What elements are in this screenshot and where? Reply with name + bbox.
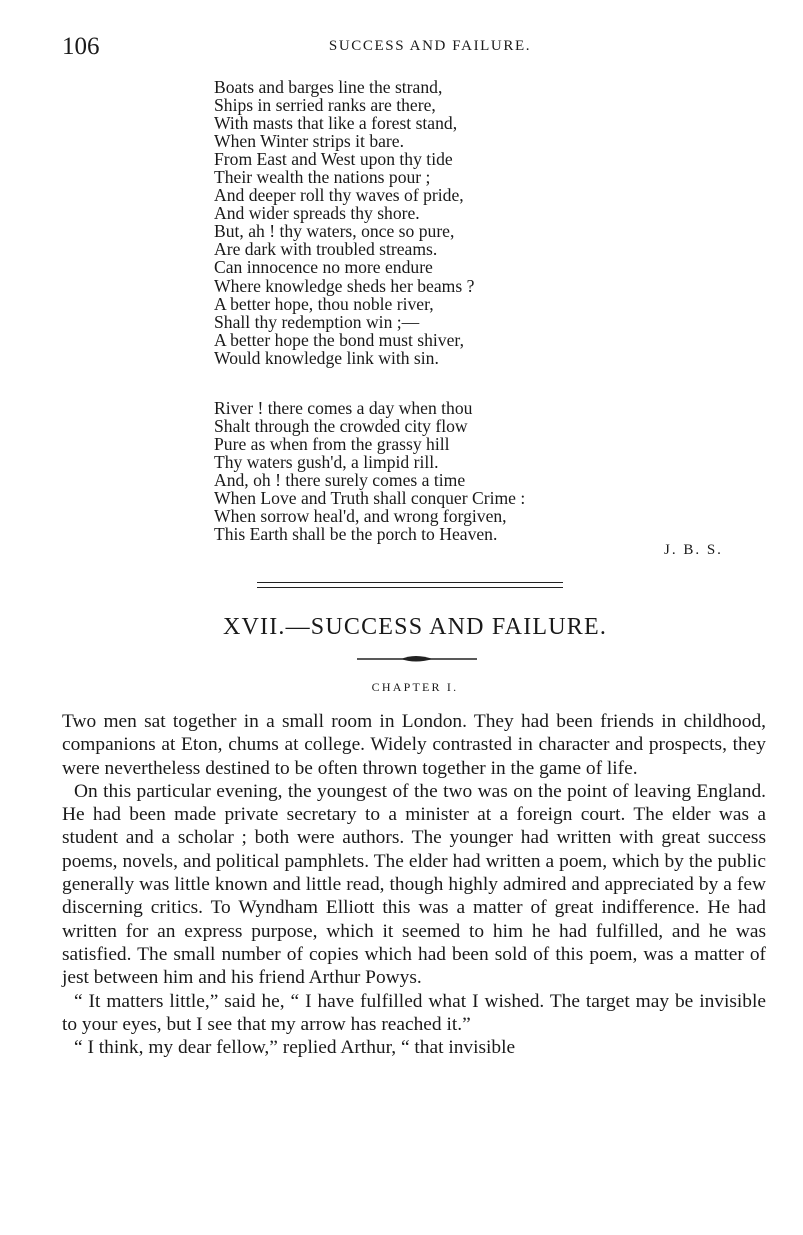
poem-line: A better hope the bond must shiver, bbox=[214, 329, 464, 350]
poem-line: Ships in serried ranks are there, bbox=[214, 95, 436, 116]
paragraph: On this particular evening, the youngest of the two was on the point of leaving England. He had been made private secretary to a minister at a foreign court. The elder was a student and a scholar ; both were authors. The younger had written with great success poems, novels, and political pamphlets. The elder had written a poem, which by the public generally was little known and little read, though highly admired and appreciated by a few discerning critics. To Wyndham Elliott this was a matter of great indifference. He had written for an express purpose, which it seemed to him he had fulfilled, and he was satisfied. The small number of copies which had been sold of this poem, was a matter of jest between him and his friend Arthur Powys. bbox=[62, 780, 766, 989]
poem-line: A better hope, thou noble river, bbox=[214, 293, 434, 314]
poem-line: Pure as when from the grassy hill bbox=[214, 434, 450, 455]
poem-stanza-2 bbox=[214, 399, 525, 543]
chapter-text bbox=[62, 710, 766, 1059]
poem-line: From East and West upon thy tide bbox=[214, 149, 453, 170]
ornament-divider-icon bbox=[357, 652, 477, 666]
poem-signature: J. B. S. bbox=[664, 542, 723, 558]
running-title: SUCCESS AND FAILURE. bbox=[328, 38, 532, 54]
poem-line: When Winter strips it bare. bbox=[214, 131, 405, 152]
page-number: 106 bbox=[62, 33, 100, 60]
poem-line: And deeper roll thy waves of pride, bbox=[214, 185, 464, 206]
poem-line: When sorrow heal'd, and wrong forgiven, bbox=[214, 506, 507, 527]
poem-line: Can innocence no more endure bbox=[214, 257, 433, 278]
chapter-label: CHAPTER I. bbox=[371, 680, 459, 694]
poem-line: And, oh ! there surely comes a time bbox=[214, 470, 466, 491]
poem-line: But, ah ! thy waters, once so pure, bbox=[214, 221, 455, 242]
section-divider bbox=[257, 582, 563, 588]
paragraph: “ It matters little,” said he, “ I have fulfilled what I wished. The target may be invisible to your eyes, but I see that my arrow has reached it.” bbox=[62, 990, 766, 1035]
page-header bbox=[62, 34, 768, 64]
paragraph: “ I think, my dear fellow,” replied Arthur, “ that invisible bbox=[74, 1037, 516, 1059]
poem-line: And wider spreads thy shore. bbox=[214, 203, 420, 224]
poem-line: Where knowledge sheds her beams ? bbox=[214, 275, 475, 296]
poem-line: Are dark with troubled streams. bbox=[214, 239, 438, 260]
paragraph: Two men sat together in a small room in London. They had been friends in childhood, companions at Eton, chums at college. Widely contrasted in character and prospects, they were nevertheless destined to be often thrown together in the game of life. bbox=[62, 711, 766, 779]
chapter-heading: XVII.—SUCCESS AND FAILURE. bbox=[222, 614, 608, 640]
poem-line: Boats and barges line the strand, bbox=[214, 77, 443, 97]
poem-stanza-1 bbox=[214, 78, 474, 367]
poem-line: Would knowledge link with sin. bbox=[214, 347, 439, 368]
poem-line: Their wealth the nations pour ; bbox=[214, 167, 431, 188]
poem-line: Shalt through the crowded city flow bbox=[214, 416, 468, 437]
poem-line: When Love and Truth shall conquer Crime : bbox=[214, 488, 526, 509]
poem-line: Thy waters gush'd, a limpid rill. bbox=[214, 452, 439, 473]
poem-line: With masts that like a forest stand, bbox=[214, 113, 458, 134]
poem-line: River ! there comes a day when thou bbox=[214, 398, 473, 418]
poem-line: Shall thy redemption win ;— bbox=[214, 311, 420, 332]
poem-line: This Earth shall be the porch to Heaven. bbox=[214, 524, 498, 545]
